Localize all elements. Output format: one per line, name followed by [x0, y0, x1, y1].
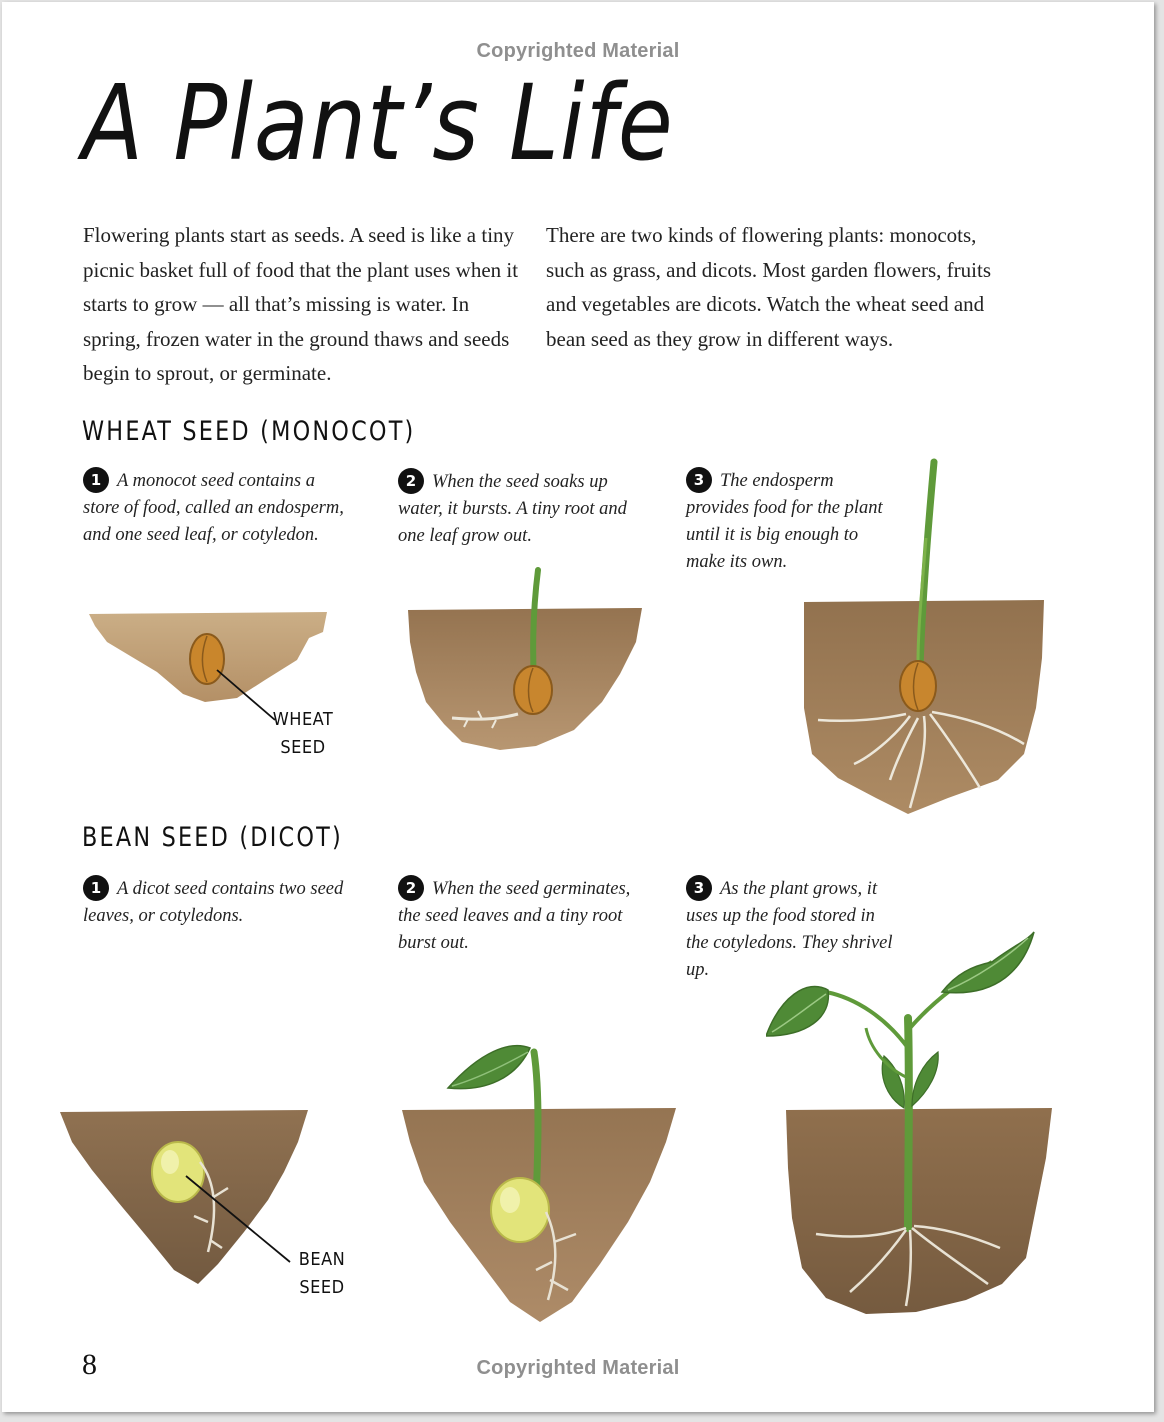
wheat-sprouting-illustration: [406, 562, 646, 762]
wheat-seed-callout: [268, 706, 338, 762]
bean-young-plant-illustration: [766, 928, 1056, 1328]
bean-seed-callout: [290, 1246, 354, 1302]
bean-section-heading: BEAN SEED (DICOT): [82, 822, 343, 853]
step-text: The endosperm provides food for the plant until it is big enough to make its own.: [686, 471, 883, 572]
bean-sprouting-illustration: [400, 1032, 680, 1332]
page-number: 8: [82, 1348, 97, 1381]
page-title: A Plant’s Life: [82, 62, 674, 184]
callout-line-2: SEED: [299, 1277, 345, 1298]
step-number-badge: 2: [398, 875, 424, 901]
intro-paragraph-left: Flowering plants start as seeds. A seed is like a tiny picnic basket full of food that the plant uses when it starts to grow — all that’s missing is water. In spring, frozen water in the ground thaws and seeds begin to sprout, or germinate.: [83, 223, 519, 385]
bean-step-2: [398, 875, 638, 957]
step-number-badge: 3: [686, 467, 712, 493]
step-number-badge: 3: [686, 875, 712, 901]
step-text: When the seed soaks up water, it bursts. A tiny root and one leaf grow out.: [398, 472, 627, 546]
intro-paragraph-right: There are two kinds of flowering plants: monocots, such as grass, and dicots. Most garden flowers, fruits and vegetables are dicots. Watch the wheat seed and bean seed as they grow in different ways.: [546, 223, 991, 351]
bean-seed-in-soil-illustration: [58, 1102, 318, 1302]
callout-line-2: SEED: [280, 737, 326, 758]
step-number-badge: 1: [83, 467, 109, 493]
wheat-young-plant-illustration: [798, 458, 1048, 822]
watermark-bottom: Copyrighted Material: [476, 1357, 680, 1379]
book-page: [2, 2, 1154, 1412]
step-text: As the plant grows, it uses up the food stored in the cotyledons. They shrivel up.: [686, 879, 893, 980]
bean-step-1: [83, 875, 345, 930]
wheat-section-heading: WHEAT SEED (MONOCOT): [82, 416, 416, 447]
wheat-step-1: [83, 467, 345, 549]
step-number-badge: 2: [398, 468, 424, 494]
watermark-top: Copyrighted Material: [476, 40, 680, 62]
step-text: A dicot seed contains two seed leaves, or cotyledons.: [83, 879, 344, 926]
step-number-badge: 1: [83, 875, 109, 901]
wheat-step-2: [398, 468, 648, 550]
callout-line-1: WHEAT: [272, 709, 334, 730]
step-text: A monocot seed contains a store of food, called an endosperm, and one seed leaf, or cotyledon.: [83, 471, 344, 545]
step-text: When the seed germinates, the seed leaves and a tiny root burst out.: [398, 879, 631, 953]
callout-line-1: BEAN: [298, 1249, 346, 1270]
